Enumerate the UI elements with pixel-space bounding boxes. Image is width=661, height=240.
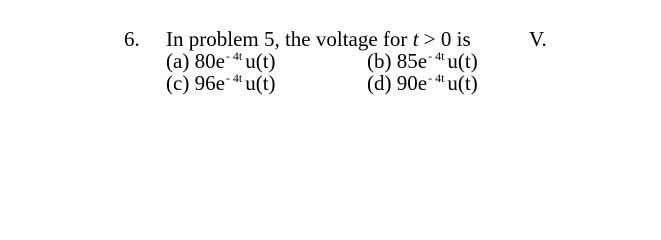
- option-exponent: - 4t: [225, 71, 243, 85]
- option-exponent: - 4t: [225, 49, 243, 63]
- question-text-after: > 0 is: [418, 27, 471, 51]
- answer-unit: V.: [529, 27, 547, 51]
- option-coefficient: 90e: [396, 71, 428, 95]
- option-label: (d): [367, 71, 392, 95]
- option-suffix: u(t): [245, 71, 276, 95]
- question-text: [166, 27, 471, 51]
- option-label: (c): [166, 71, 190, 95]
- option-d: [367, 71, 478, 98]
- option-label: (a): [166, 49, 190, 73]
- option-exponent: - 4t: [428, 49, 445, 63]
- question-text-before: In problem 5, the voltage for: [166, 27, 413, 51]
- option-label: (b): [367, 49, 392, 73]
- option-suffix: u(t): [245, 49, 276, 73]
- question-variable: t: [412, 27, 419, 51]
- option-coefficient: 96e: [194, 71, 225, 95]
- question-number: 6.: [124, 27, 140, 51]
- option-coefficient: 85e: [396, 49, 428, 73]
- option-suffix: u(t): [447, 49, 478, 73]
- option-exponent: - 4t: [428, 71, 445, 85]
- option-suffix: u(t): [447, 71, 478, 95]
- option-c: [166, 71, 276, 98]
- option-coefficient: 80e: [194, 49, 225, 73]
